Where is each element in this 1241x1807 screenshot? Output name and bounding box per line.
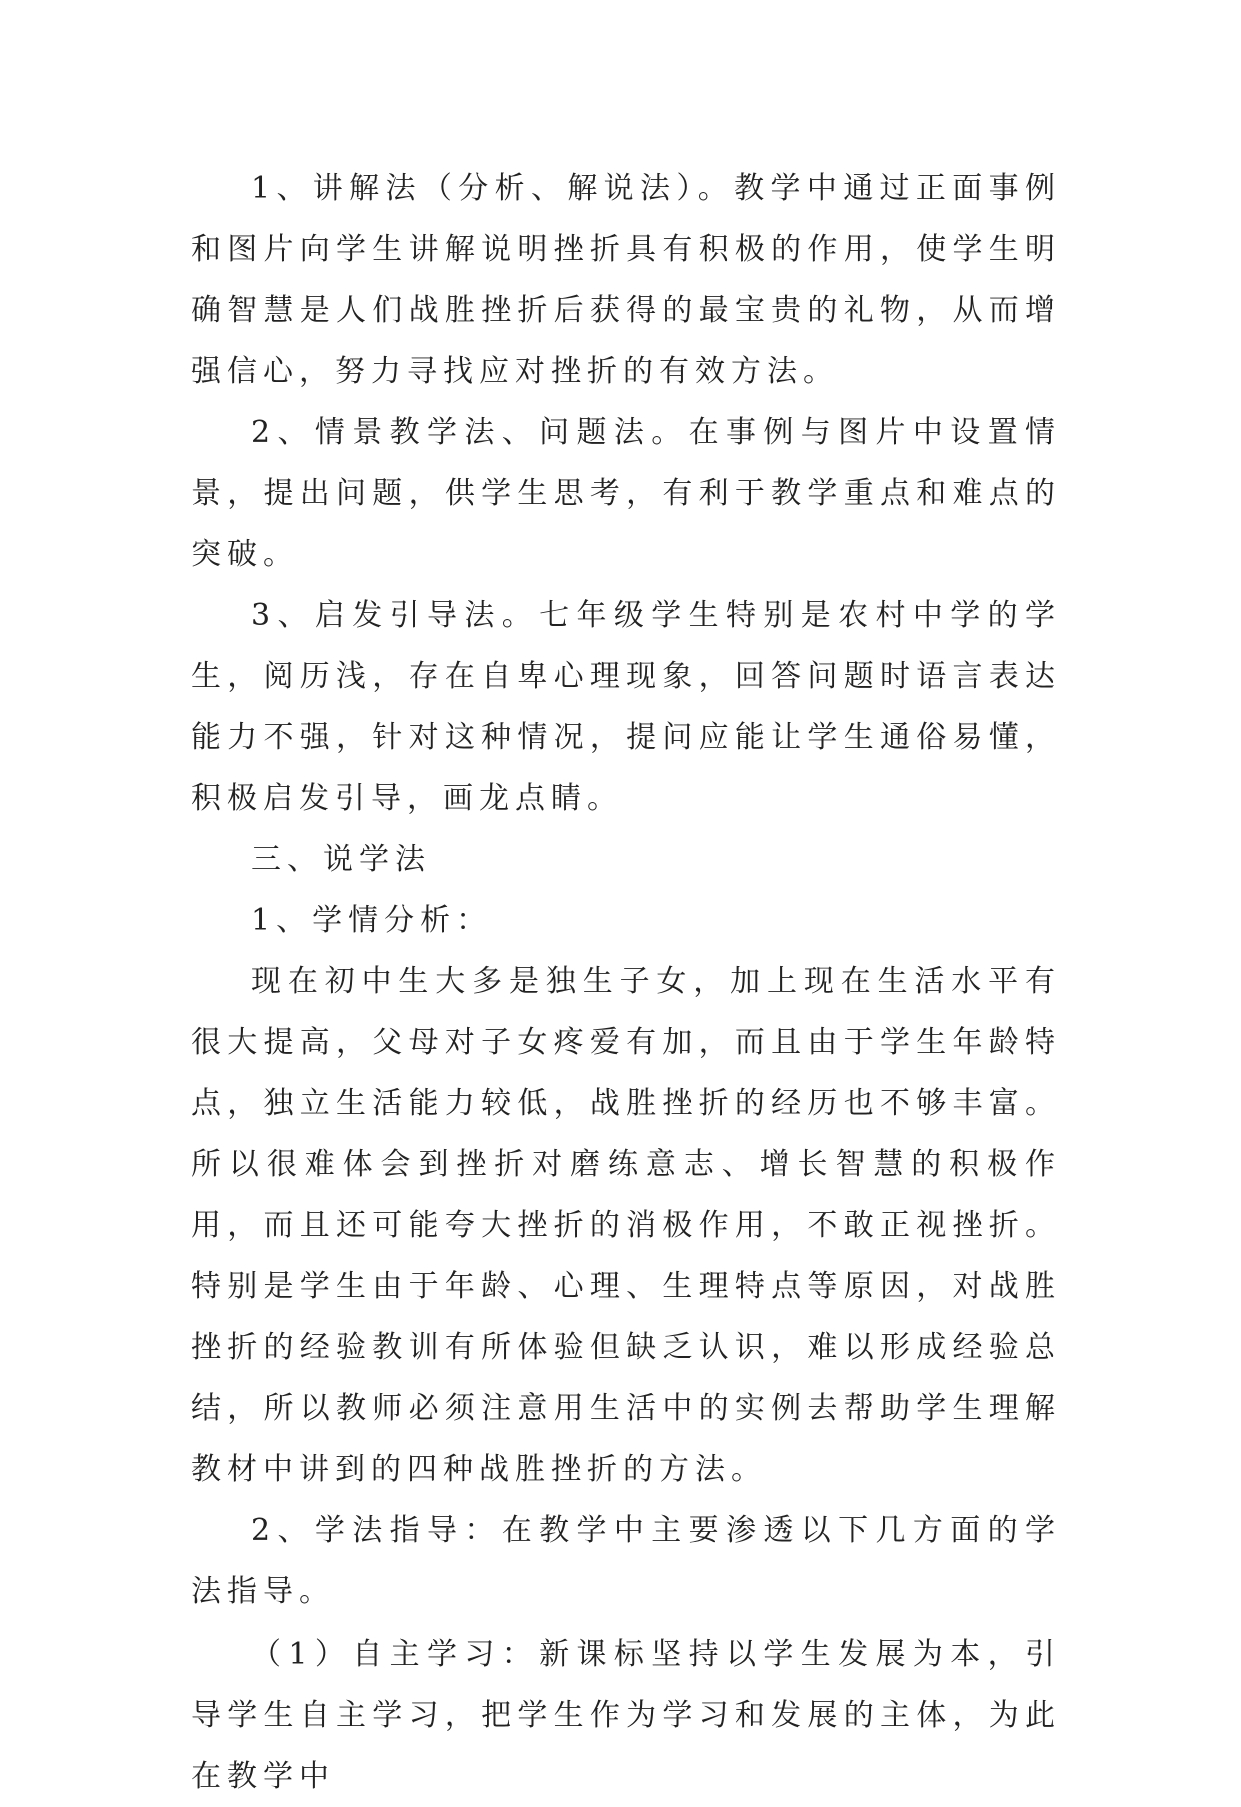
paragraph-learning-guidance: 2、学法指导：在教学中主要渗透以下几方面的学法指导。 [191,1513,1061,1609]
paragraph-teaching-method-1: 1、讲解法（分析、解说法）。教学中通过正面事例和图片向学生讲解说明挫折具有积极的作用，使学生明确智慧是人们战胜挫折后获得的最宝贵的礼物，从而增强信心，努力寻找应对挫折的有效方法。 [191,171,1061,389]
paragraph-teaching-method-3: 3、启发引导法。七年级学生特别是农村中学的学生，阅历浅，存在自卑心理现象，回答问题时语言表达能力不强，针对这种情况，提问应能让学生通俗易懂，积极启发引导，画龙点睛。 [191,598,1061,816]
subheading-student-analysis: 1、学情分析： [251,903,493,938]
document-body [191,158,1061,1807]
section-heading-learning-methods: 三、说学法 [251,842,431,877]
paragraph-teaching-method-2: 2、情景教学法、问题法。在事例与图片中设置情景，提出问题，供学生思考，有利于教学重点和难点的突破。 [191,415,1061,572]
paragraph-self-study: （1）自主学习：新课标坚持以学生发展为本，引导学生自主学习，把学生作为学习和发展的主体，为此在教学中 [191,1637,1061,1794]
paragraph-student-analysis: 现在初中生大多是独生子女，加上现在生活水平有很大提高，父母对子女疼爱有加，而且由于学生年龄特点，独立生活能力较低，战胜挫折的经历也不够丰富。所以很难体会到挫折对磨练意志、增长智慧的积极作用，而且还可能夸大挫折的消极作用，不敢正视挫折。特别是学生由于年龄、心理、生理特点等原因，对战胜挫折的经验教训有所体验但缺乏认识，难以形成经验总结，所以教师必须注意用生活中的实例去帮助学生理解教材中讲到的四种战胜挫折的方法。 [191,964,1061,1487]
